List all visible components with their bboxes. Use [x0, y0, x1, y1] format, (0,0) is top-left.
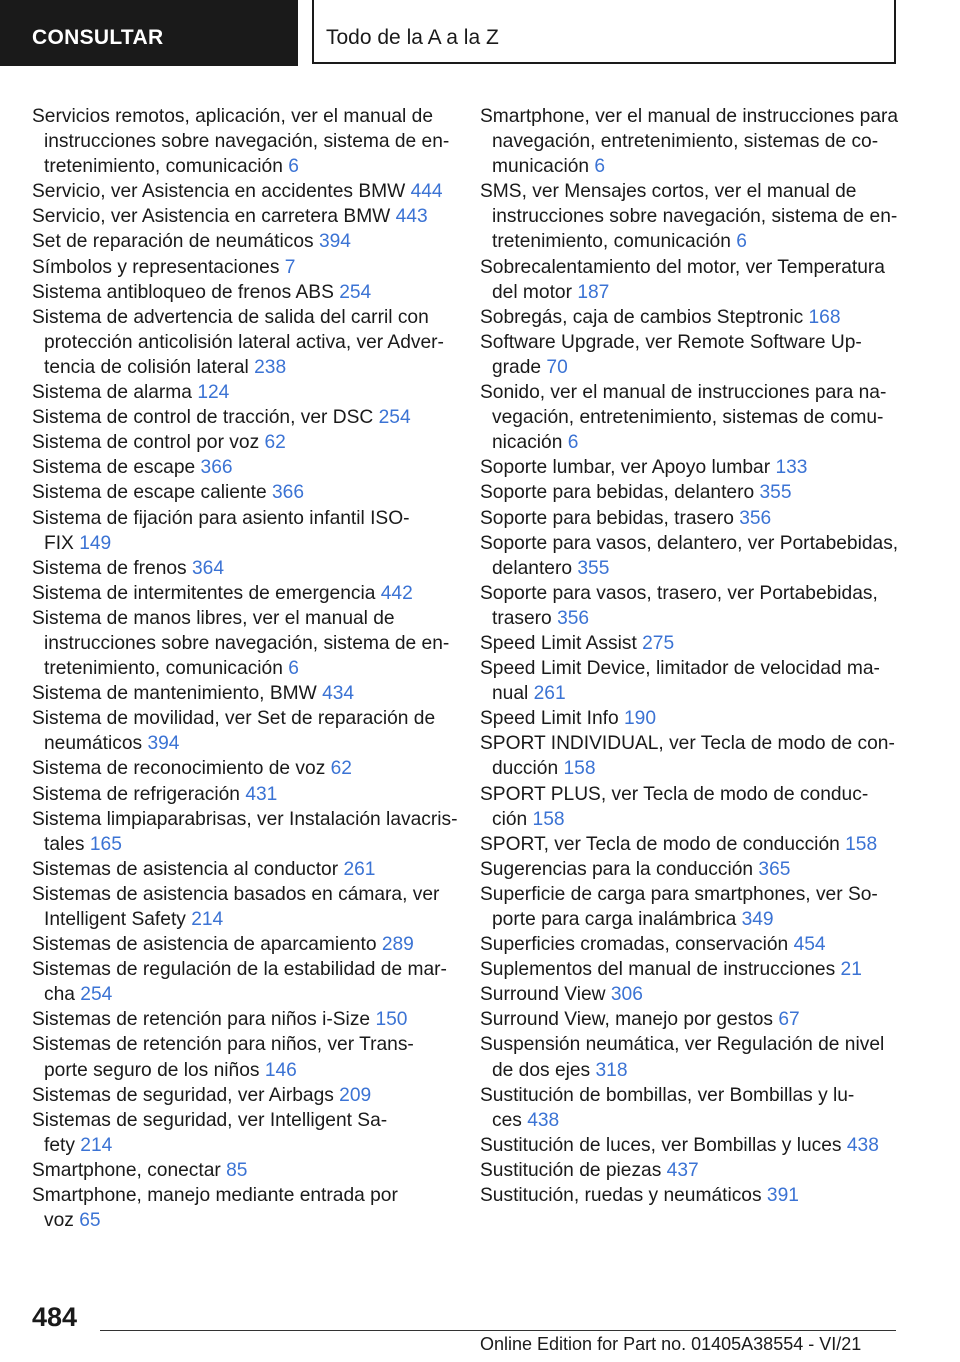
- index-entry: [32, 380, 450, 405]
- page-reference-link[interactable]: 438: [527, 1109, 560, 1131]
- index-entry-text: Smartphone, manejo mediante entrada por: [32, 1185, 398, 1207]
- index-entry-text: vegación, entretenimiento, sistemas de comu-: [492, 407, 884, 429]
- index-entry-text: Sistemas de seguridad, ver Airbags: [32, 1084, 334, 1106]
- page-reference-link[interactable]: 254: [80, 984, 113, 1006]
- index-entry: [480, 255, 898, 305]
- index-entry-text: SPORT PLUS, ver Tecla de modo de conduc-: [480, 783, 869, 805]
- page-reference-link[interactable]: 443: [395, 206, 428, 228]
- page-reference-link[interactable]: 62: [264, 432, 286, 454]
- index-entry: [32, 255, 450, 280]
- page-reference-link[interactable]: 149: [79, 532, 112, 554]
- page-reference-link[interactable]: 158: [845, 833, 878, 855]
- page-reference-link[interactable]: 349: [741, 909, 774, 930]
- page-reference-link[interactable]: 356: [739, 507, 772, 529]
- page-reference-link[interactable]: 165: [89, 833, 122, 855]
- index-entry: [480, 656, 898, 706]
- index-entry: [480, 957, 898, 982]
- index-entry-text: Sugerencias para la conducción: [480, 858, 754, 880]
- index-entry-text: trasero: [492, 607, 552, 629]
- index-entry-text: voz: [44, 1210, 74, 1232]
- index-entry-text: Suplementos del manual de instrucciones: [480, 959, 836, 981]
- index-entry-text: nicación: [492, 432, 563, 454]
- page-reference-link[interactable]: 394: [318, 231, 351, 253]
- page-reference-link[interactable]: 431: [245, 783, 278, 805]
- page-reference-link[interactable]: 394: [147, 733, 180, 755]
- page-reference-link[interactable]: 6: [594, 156, 606, 178]
- index-entry: [480, 455, 898, 480]
- page-reference-link[interactable]: 214: [80, 1134, 113, 1156]
- index-entry: [480, 1032, 898, 1082]
- index-entry-text: Sistema limpiaparabrisas, ver Instalación lavacris-: [32, 808, 458, 830]
- page-reference-link[interactable]: 158: [532, 808, 565, 830]
- page-reference-link[interactable]: 289: [381, 934, 414, 956]
- index-entry-text: Sistema de alarma: [32, 382, 192, 404]
- index-entry: [480, 782, 898, 832]
- index-entry: [480, 1083, 898, 1133]
- index-entry-text: ducción: [492, 758, 559, 780]
- page-reference-link[interactable]: 254: [339, 281, 372, 303]
- index-entry: [480, 104, 898, 179]
- index-entry-text: protección anticolisión lateral activa, ver Adver-: [44, 331, 444, 353]
- page-reference-link[interactable]: 7: [284, 256, 296, 278]
- index-entry: [32, 229, 450, 254]
- index-entry-text: Servicio, ver Asistencia en carretera BMW: [32, 206, 391, 228]
- page-reference-link[interactable]: 187: [577, 281, 610, 303]
- index-entry: [480, 932, 898, 957]
- index-entry-text: neumáticos: [44, 733, 143, 755]
- page-reference-link[interactable]: 133: [775, 457, 808, 479]
- index-entry-text: tretenimiento, comunicación: [44, 156, 283, 178]
- section-tab: [0, 0, 298, 66]
- page-reference-link[interactable]: 356: [557, 607, 590, 629]
- index-entry-text: Servicio, ver Asistencia en accidentes BMW: [32, 181, 406, 203]
- page-reference-link[interactable]: 366: [200, 457, 233, 479]
- index-entry-text: Sistema de frenos: [32, 557, 187, 579]
- index-entry-text: fety: [44, 1134, 75, 1156]
- index-entry: [32, 882, 450, 932]
- index-entry-text: Sistema de fijación para asiento infantil ISO-: [32, 507, 410, 529]
- index-entry: [480, 832, 898, 857]
- index-entry-text: tencia de colisión lateral: [44, 356, 249, 378]
- index-entry-text: Sistema de movilidad, ver Set de reparación de: [32, 708, 436, 730]
- index-entry-text: SMS, ver Mensajes cortos, ver el manual de: [480, 181, 857, 203]
- index-entry: [480, 1158, 898, 1183]
- index-entry: [32, 179, 450, 204]
- index-entry-text: Surround View: [480, 984, 606, 1006]
- index-entry-text: Sistema de control por voz: [32, 432, 260, 454]
- page-reference-link[interactable]: 438: [846, 1134, 879, 1156]
- index-entry-text: Sistemas de retención para niños i-Size: [32, 1009, 371, 1031]
- index-entry: [32, 480, 450, 505]
- section-title: CONSULTAR: [32, 26, 164, 49]
- index-entry-text: grade: [492, 356, 542, 378]
- page-reference-link[interactable]: 318: [595, 1059, 628, 1081]
- page-reference-link[interactable]: 261: [533, 683, 566, 705]
- index-entry: [480, 631, 898, 656]
- index-entry: [32, 1158, 450, 1183]
- page-reference-link[interactable]: 124: [197, 382, 230, 404]
- page-reference-link[interactable]: 254: [378, 407, 411, 429]
- index-entry-text: Intelligent Safety: [44, 909, 186, 930]
- index-entry-text: Sustitución, ruedas y neumáticos: [480, 1185, 762, 1207]
- page-reference-link[interactable]: 21: [840, 959, 862, 981]
- index-entry: [32, 556, 450, 581]
- index-entry: [480, 706, 898, 731]
- index-entry-text: Surround View, manejo por gestos: [480, 1009, 773, 1031]
- index-entry-text: Sistemas de asistencia al conductor: [32, 858, 339, 880]
- index-entry: [32, 506, 450, 556]
- page-reference-link[interactable]: 6: [288, 156, 299, 178]
- index-entry-text: Speed Limit Device, limitador de velocidad ma-: [480, 658, 880, 680]
- index-column-right: [480, 104, 898, 1208]
- index-entry-text: Sistema de manos libres, ver el manual de: [32, 607, 395, 629]
- page-reference-link[interactable]: 190: [624, 708, 657, 730]
- index-entry: [32, 807, 458, 857]
- index-entry: [32, 1007, 450, 1032]
- index-entry-text: Soporte para bebidas, delantero: [480, 482, 755, 504]
- index-entry-text: SPORT, ver Tecla de modo de conducción: [480, 833, 840, 855]
- page-reference-link[interactable]: 6: [567, 432, 579, 454]
- index-entry: [480, 731, 898, 781]
- index-entry-text: Sistema de refrigeración: [32, 783, 240, 805]
- index-entry: [480, 581, 898, 631]
- index-entry: [480, 480, 898, 505]
- index-entry-text: ces: [492, 1109, 522, 1131]
- index-entry-text: Speed Limit Assist: [480, 632, 637, 654]
- page-reference-link[interactable]: 62: [330, 758, 352, 780]
- index-entry: [480, 857, 898, 882]
- index-entry-text: del motor: [492, 281, 572, 303]
- footer-edition: Online Edition for Part no. 01405A38554 - VI/21: [480, 1334, 862, 1354]
- page-reference-link[interactable]: 67: [778, 1009, 800, 1031]
- index-entry: [32, 455, 450, 480]
- page-reference-link[interactable]: 355: [759, 482, 792, 504]
- index-entry: [32, 756, 450, 781]
- index-entry-text: nual: [492, 683, 529, 705]
- index-entry: [32, 932, 450, 957]
- index-entry-text: Sistemas de asistencia basados en cámara, ver: [32, 883, 440, 905]
- index-entry-text: Símbolos y representaciones: [32, 256, 280, 278]
- index-entry: [480, 179, 898, 254]
- page-reference-link[interactable]: 391: [766, 1185, 799, 1207]
- index-entry-text: Sistemas de retención para niños, ver Trans-: [32, 1034, 414, 1056]
- index-entry-text: Sistemas de seguridad, ver Intelligent Sa-: [32, 1109, 388, 1131]
- index-entry: [32, 957, 450, 1007]
- index-entry-text: Software Upgrade, ver Remote Software Up-: [480, 331, 862, 353]
- index-entry-text: de dos ejes: [492, 1059, 591, 1081]
- index-entry-text: Suspensión neumática, ver Regulación de nivel: [480, 1034, 885, 1056]
- index-entry-text: Sobrecalentamiento del motor, ver Temperatura: [480, 256, 885, 278]
- chapter-tab: [312, 0, 896, 64]
- index-entry: [32, 1083, 450, 1108]
- index-entry: [32, 706, 450, 756]
- index-entry-text: Sistemas de regulación de la estabilidad de mar-: [32, 959, 447, 981]
- index-column-left: [32, 104, 458, 1233]
- page-reference-link[interactable]: 437: [666, 1159, 699, 1181]
- page-header: [0, 0, 960, 66]
- index-entry-text: ción: [492, 808, 528, 830]
- index-entry: [32, 782, 450, 807]
- index-entry-text: municación: [492, 156, 590, 178]
- index-entry: [480, 1183, 898, 1208]
- index-entry-text: Sustitución de luces, ver Bombillas y luces: [480, 1134, 842, 1156]
- index-entry-text: porte para carga inalámbrica: [492, 909, 737, 930]
- index-entry: [32, 1108, 450, 1158]
- index-entry: [480, 330, 898, 380]
- index-entry-text: Sustitución de piezas: [480, 1159, 662, 1181]
- index-entry-text: Sistema de mantenimiento, BMW: [32, 683, 317, 705]
- index-entry: [32, 581, 450, 606]
- footer-divider: [100, 1330, 896, 1331]
- page-reference-link[interactable]: 366: [272, 482, 305, 504]
- index-entry-text: Smartphone, ver el manual de instrucciones para: [480, 106, 899, 127]
- page-reference-link[interactable]: 306: [610, 984, 643, 1006]
- index-entry: [32, 430, 450, 455]
- page-reference-link[interactable]: 150: [375, 1009, 408, 1031]
- page-reference-link[interactable]: 158: [563, 758, 596, 780]
- index-entry-text: Soporte para vasos, delantero, ver Portabebidas,: [480, 532, 899, 554]
- index-entry: [480, 531, 898, 581]
- page-reference-link[interactable]: 209: [339, 1084, 372, 1106]
- index-entry-text: Superficie de carga para smartphones, ver So-: [480, 883, 878, 905]
- page-number: 484: [32, 1302, 78, 1332]
- index-entry-text: Sistema antibloqueo de frenos ABS: [32, 281, 334, 303]
- index-entry-text: tretenimiento, comunicación: [44, 658, 283, 680]
- index-entry: [480, 882, 898, 932]
- index-entry-text: instrucciones sobre navegación, sistema de en-: [44, 632, 450, 654]
- page-reference-link[interactable]: 261: [343, 858, 376, 880]
- index-entry-text: Sistema de reconocimiento de voz: [32, 758, 326, 780]
- index-entry: [32, 280, 450, 305]
- index-entry: [32, 857, 450, 882]
- index-entry-text: Soporte lumbar, ver Apoyo lumbar: [480, 457, 771, 479]
- index-entry-text: delantero: [492, 557, 573, 579]
- index-entry-text: Servicios remotos, aplicación, ver el manual de: [32, 106, 433, 127]
- index-entry-text: Sistema de intermitentes de emergencia: [32, 582, 376, 604]
- index-entry-text: Set de reparación de neumáticos: [32, 231, 314, 253]
- index-entry: [32, 305, 450, 380]
- page-reference-link[interactable]: 168: [808, 306, 841, 328]
- index-entry: [32, 681, 450, 706]
- index-entry-text: Sistema de control de tracción, ver DSC: [32, 407, 374, 429]
- index-entry-text: Sistema de escape: [32, 457, 196, 479]
- page-reference-link[interactable]: 355: [577, 557, 610, 579]
- page-reference-link[interactable]: 364: [192, 557, 225, 579]
- page-reference-link[interactable]: 214: [191, 909, 224, 930]
- chapter-title: Todo de la A a la Z: [326, 26, 499, 49]
- page-reference-link[interactable]: 365: [758, 858, 791, 880]
- index-entry-text: Sustitución de bombillas, ver Bombillas y lu-: [480, 1084, 855, 1106]
- page-reference-link[interactable]: 85: [226, 1159, 248, 1181]
- index-entry-text: Speed Limit Info: [480, 708, 619, 730]
- index-entry: [32, 204, 450, 229]
- page-reference-link[interactable]: 434: [322, 683, 355, 705]
- page-reference-link[interactable]: 442: [380, 582, 413, 604]
- index-entry: [32, 104, 450, 179]
- index-entry-text: instrucciones sobre navegación, sistema de en-: [44, 131, 450, 153]
- page-reference-link[interactable]: 454: [793, 934, 826, 956]
- page-reference-link[interactable]: 275: [642, 632, 675, 654]
- index-entry: [32, 606, 450, 681]
- index-entry-text: Smartphone, conectar: [32, 1159, 221, 1181]
- page-reference-link[interactable]: 6: [736, 231, 747, 253]
- index-entry-text: FIX: [44, 532, 74, 554]
- index-entry-text: Sistema de advertencia de salida del carril con: [32, 306, 429, 328]
- index-entry-text: navegación, entretenimiento, sistemas de co-: [492, 131, 879, 153]
- index-entry: [32, 1032, 450, 1082]
- index-entry: [480, 506, 898, 531]
- index-entry-text: Sobregás, caja de cambios Steptronic: [480, 306, 804, 328]
- index-entry-text: Sonido, ver el manual de instrucciones para na-: [480, 382, 887, 404]
- page-reference-link[interactable]: 65: [79, 1210, 101, 1232]
- index-entry-text: Soporte para bebidas, trasero: [480, 507, 734, 529]
- index-entry-text: Sistemas de asistencia de aparcamiento: [32, 934, 377, 956]
- index-entry-text: tales: [44, 833, 85, 855]
- index-entry-text: cha: [44, 984, 75, 1006]
- page-reference-link[interactable]: 238: [254, 356, 287, 378]
- index-entry: [32, 1183, 450, 1233]
- index-entry: [32, 405, 450, 430]
- index-entry-text: Sistema de escape caliente: [32, 482, 267, 504]
- index-entry-text: porte seguro de los niños: [44, 1059, 260, 1081]
- index-entry: [480, 982, 898, 1007]
- page-reference-link[interactable]: 6: [288, 658, 299, 680]
- index-entry-text: Soporte para vasos, trasero, ver Portabebidas,: [480, 582, 878, 604]
- page-reference-link[interactable]: 70: [546, 356, 568, 378]
- page-reference-link[interactable]: 444: [410, 181, 443, 203]
- index-entry: [480, 305, 898, 330]
- index-entry-text: SPORT INDIVIDUAL, ver Tecla de modo de con-: [480, 733, 895, 755]
- index-entry: [480, 1007, 898, 1032]
- index-entry: [480, 1133, 898, 1158]
- index-entry: [480, 380, 898, 455]
- index-entry-text: Superficies cromadas, conservación: [480, 934, 789, 956]
- index-entry-text: tretenimiento, comunicación: [492, 231, 731, 253]
- page-reference-link[interactable]: 146: [264, 1059, 297, 1081]
- index-entry-text: instrucciones sobre navegación, sistema de en-: [492, 206, 898, 228]
